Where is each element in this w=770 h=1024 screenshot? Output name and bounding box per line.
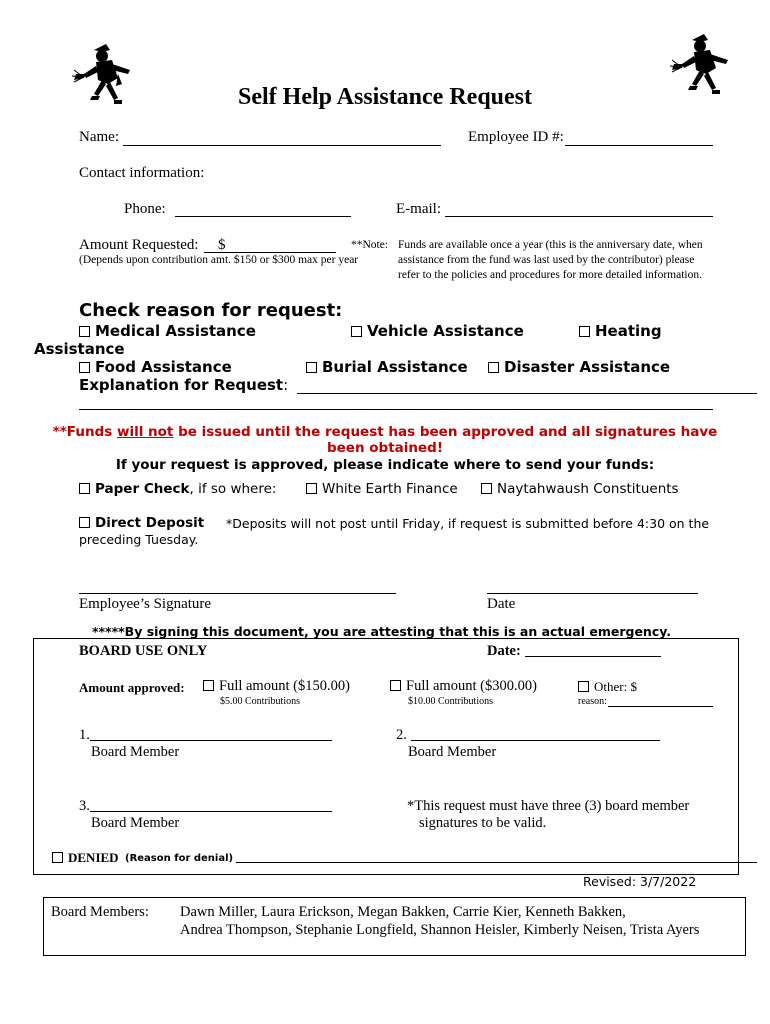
board-date-label: Date: <box>487 643 521 659</box>
checkbox-icon[interactable] <box>203 680 214 691</box>
checkbox-direct-deposit[interactable] <box>79 515 204 531</box>
checkbox-icon[interactable] <box>79 362 90 373</box>
signature-date-label: Date <box>487 596 516 612</box>
board-date-field[interactable] <box>525 656 661 657</box>
funds-warning-line2: been obtained! <box>326 440 443 456</box>
employee-id-label: Employee ID #: <box>468 129 564 145</box>
board-member-label-2: Board Member <box>408 744 497 760</box>
deposit-note-line2: preceding Tuesday. <box>79 532 199 547</box>
checkbox-white-earth[interactable] <box>306 481 458 497</box>
contact-label: Contact information: <box>79 165 205 181</box>
amount-approved-label: Amount approved: <box>79 680 185 695</box>
heating-label: Heating <box>595 322 662 340</box>
checkbox-medical[interactable] <box>79 322 256 340</box>
attest-note: *****By signing this document, you are attesting that this is an actual emergency. <box>92 624 671 639</box>
checkbox-paper-check[interactable] <box>79 481 276 497</box>
explanation-field-2[interactable] <box>79 409 713 410</box>
paper-check-suffix: , if so where: <box>189 481 277 497</box>
checkbox-icon[interactable] <box>578 681 589 692</box>
board-members-line1: Dawn Miller, Laura Erickson, Megan Bakken, Carrie Kier, Kenneth Bakken, <box>180 904 626 920</box>
email-field[interactable] <box>445 216 713 217</box>
checkbox-icon[interactable] <box>306 483 317 494</box>
reason-field[interactable] <box>608 706 713 707</box>
checkbox-icon[interactable] <box>52 852 63 863</box>
white-earth-label: White Earth Finance <box>322 481 458 497</box>
checkbox-full-150[interactable] <box>203 678 350 695</box>
contrib-5-label: $5.00 Contributions <box>220 696 301 707</box>
sig1-number: 1. <box>79 727 90 743</box>
naytahwaush-label: Naytahwaush Constituents <box>497 481 679 497</box>
employee-signature-label: Employee’s Signature <box>79 596 212 612</box>
name-field[interactable] <box>123 145 441 146</box>
page-title: Self Help Assistance Request <box>238 84 532 110</box>
checkbox-heating[interactable] <box>579 322 662 340</box>
denied-reason-label: (Reason for denial) <box>125 853 234 864</box>
board-sig1-field[interactable] <box>90 740 332 741</box>
checkbox-icon[interactable] <box>579 326 590 337</box>
checkbox-other[interactable] <box>578 679 637 695</box>
vehicle-label: Vehicle Assistance <box>367 322 524 340</box>
board-member-label-1: Board Member <box>91 744 180 760</box>
checkbox-icon[interactable] <box>79 483 90 494</box>
board-use-heading: BOARD USE ONLY <box>79 643 208 659</box>
checkbox-denied[interactable] <box>52 850 119 866</box>
heating-continuation: Assistance <box>34 340 125 358</box>
amount-field[interactable] <box>204 252 336 253</box>
board-member-label-3: Board Member <box>91 815 180 831</box>
disaster-label: Disaster Assistance <box>504 358 671 376</box>
direct-deposit-label: Direct Deposit <box>95 515 205 531</box>
note-label: **Note: <box>351 239 389 251</box>
checkbox-icon[interactable] <box>488 362 499 373</box>
paper-check-label: Paper Check <box>95 481 190 497</box>
three-sig-note-1: *This request must have three (3) board member <box>407 798 690 814</box>
revised-date: Revised: 3/7/2022 <box>583 874 697 889</box>
medical-label: Medical Assistance <box>95 322 256 340</box>
burial-label: Burial Assistance <box>322 358 468 376</box>
dollar-sign: $ <box>218 237 226 253</box>
reason-label: reason: <box>578 696 607 707</box>
phone-field[interactable] <box>175 216 351 217</box>
name-label: Name: <box>79 129 119 145</box>
denied-label: DENIED <box>68 850 119 865</box>
checkbox-icon[interactable] <box>351 326 362 337</box>
deposit-note-line1: *Deposits will not post until Friday, if request is submitted before 4:30 on the <box>226 516 710 531</box>
checkbox-full-300[interactable] <box>390 678 537 695</box>
contrib-10-label: $10.00 Contributions <box>408 696 494 707</box>
other-label: Other: $ <box>594 679 637 694</box>
employee-signature-field[interactable] <box>79 593 396 594</box>
explanation-label: Explanation for Request: <box>79 376 289 394</box>
board-sig2-field[interactable] <box>411 740 660 741</box>
explanation-field-1[interactable] <box>297 393 757 394</box>
amount-requested-label: Amount Requested: <box>79 237 199 253</box>
checkbox-icon[interactable] <box>306 362 317 373</box>
funds-warning: **Funds will not be issued until the request has been approved and all signatures have <box>52 424 718 440</box>
board-members-label: Board Members: <box>51 904 149 920</box>
denied-reason-field[interactable] <box>236 862 757 863</box>
depends-note: (Depends upon contribution amt. $150 or $300 max per year <box>79 254 359 266</box>
employee-id-field[interactable] <box>565 145 713 146</box>
reason-heading: Check reason for request: <box>79 300 343 321</box>
note-line-1: Funds are available once a year (this is the anniversary date, when <box>398 239 703 251</box>
signature-date-field[interactable] <box>487 593 698 594</box>
email-label: E-mail: <box>396 201 441 217</box>
board-members-line2: Andrea Thompson, Stephanie Longfield, Shannon Heisler, Kimberly Neisen, Trista Ayers <box>180 922 700 938</box>
checkbox-disaster[interactable] <box>488 358 670 376</box>
full-150-label: Full amount ($150.00) <box>219 678 350 694</box>
checkbox-burial[interactable] <box>306 358 468 376</box>
sig3-number: 3. <box>79 798 90 814</box>
send-funds-heading: If your request is approved, please indicate where to send your funds: <box>115 457 655 473</box>
checkbox-icon[interactable] <box>481 483 492 494</box>
phone-label: Phone: <box>124 201 166 217</box>
checkbox-vehicle[interactable] <box>351 322 524 340</box>
food-label: Food Assistance <box>95 358 232 376</box>
board-sig3-field[interactable] <box>90 811 332 812</box>
checkbox-icon[interactable] <box>79 517 90 528</box>
note-line-2: assistance from the fund was last used by the contributor) please <box>398 254 695 266</box>
checkbox-icon[interactable] <box>390 680 401 691</box>
full-300-label: Full amount ($300.00) <box>406 678 537 694</box>
note-line-3: refer to the policies and procedures for more detailed information. <box>398 269 702 281</box>
sig2-number: 2. <box>396 727 407 743</box>
checkbox-naytahwaush[interactable] <box>481 481 679 497</box>
three-sig-note-2: signatures to be valid. <box>419 815 547 831</box>
checkbox-icon[interactable] <box>79 326 90 337</box>
checkbox-food[interactable] <box>79 358 232 376</box>
